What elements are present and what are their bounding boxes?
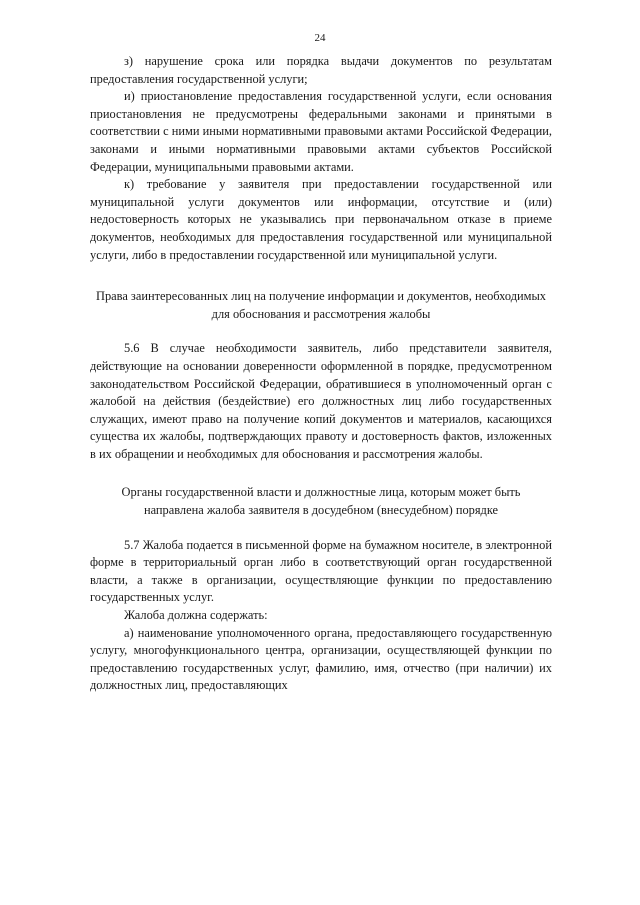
list-item-z: з) нарушение срока или порядка выдачи документов по результатам предоставления государственной услуги; (90, 54, 552, 86)
list-item-k: к) требование у заявителя при предоставлении государственной или муниципальной услуги документов или информации, отсутствие и (или) недостоверность которых не указывались при первоначальном отказе в приеме документов, необходимых для предоставления государственной или муниципальной услуги, либо в предоставлении государственной или муниципальной услуги. (90, 177, 552, 262)
section-heading-bodies: Органы государственной власти и должностные лица, которым может быть направлена жалоба заявителя в досудебном (внесудебном) порядке (121, 485, 521, 518)
section-heading-rights: Права заинтересованных лиц на получение информации и документов, необходимых для обоснования и рассмотрения жалобы (96, 289, 546, 321)
paragraph-5-7: 5.7 Жалоба подается в письменной форме на бумажном носителе, в электронной форме в территориальный орган либо в соответствующий орган государственной власти, а также в организации, осуществляющие функции по предоставлению государственных услуг. (90, 537, 552, 605)
page-number: 24 (314, 32, 326, 44)
list-item-a: а) наименование уполномоченного органа, предоставляющего государственную услугу, многофункционального центра, организации, осуществляющей функции по предоставлению государственных услуг, фамилию, имя, отчество (при наличии) их должностных лиц, предоставляющих (90, 625, 552, 693)
paragraph-5-6: 5.6 В случае необходимости заявитель, либо представители заявителя, действующие на основании доверенности оформленной в порядке, предусмотренном законодательством Российской Федерации, обратившиеся в уполномоченный орган с жалобой на действия (бездействие) его должностных лиц либо государственных служащих, имеют право на получение копий документов и материалов, касающихся существа их жалобы, подтверждающих правоту и достоверность фактов, изложенных в их обращении и необходимых для обоснования и рассмотрения жалобы. (90, 341, 552, 461)
list-item-i: и) приостановление предоставления государственной услуги, если основания приостановления не предусмотрены федеральными законами и принятыми в соответствии с ними иными нормативными правовыми актами Российской Федерации, законами и иными нормативными правовыми актами субъектов Российской Федерации, муниципальными правовыми актами. (90, 89, 552, 174)
page-content (90, 53, 552, 695)
paragraph-must-contain: Жалоба должна содержать: (124, 608, 268, 623)
